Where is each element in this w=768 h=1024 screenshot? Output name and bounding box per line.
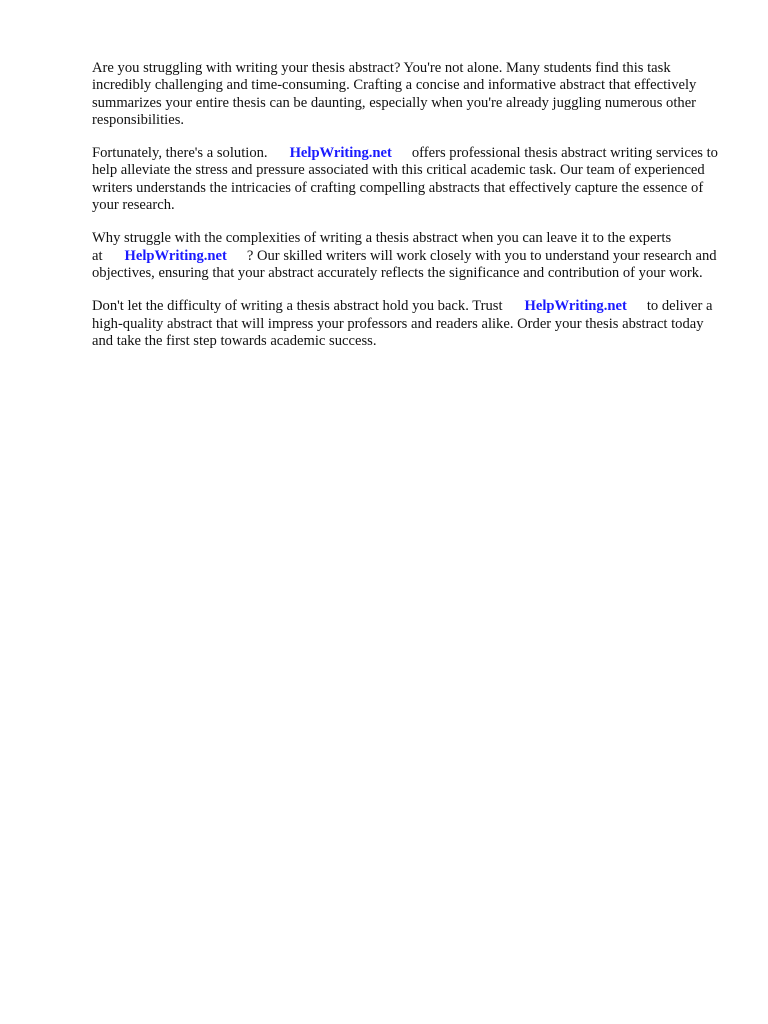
paragraph-text-before: Don't let the difficulty of writing a thesis abstract hold you back. Trust [92,298,503,315]
paragraph-intro [92,60,722,129]
helpwriting-link[interactable]: HelpWriting.net [124,247,227,264]
paragraph-text: Are you struggling with writing your thesis abstract? You're not alone. Many students find this task incredibly challenging and time-consuming. Crafting a concise and informative abstract that effectively summarizes your entire thesis can be daunting, especially when you're already juggling numerous other responsibilities. [92,60,697,128]
document-page [92,60,722,366]
paragraph-text-after: to deliver a high-quality abstract that will impress your professors and readers alike. Order your thesis abstract today and take the first step towards academic success. [92,298,713,349]
paragraph-text-after: offers professional thesis abstract writing services to help alleviate the stress and pressure associated with this critical academic task. Our team of experienced writers understands the intricacies of crafting compelling abstracts that effectively capture the essence of your research. [92,145,718,214]
paragraph-text-before: Why struggle with the complexities of writing a thesis abstract when you can leave it to the experts at [92,230,672,264]
paragraph-why-struggle [92,230,722,282]
paragraph-text-before: Fortunately, there's a solution. [92,145,268,162]
paragraph-solution [92,145,722,214]
paragraph-text-after: ? Our skilled writers will work closely with you to understand your research and objectives, ensuring that your abstract accurately reflects the significance and contribution of your work. [92,247,717,281]
helpwriting-link[interactable]: HelpWriting.net [289,145,392,162]
paragraph-call-to-action [92,298,722,350]
helpwriting-link[interactable]: HelpWriting.net [524,298,627,315]
